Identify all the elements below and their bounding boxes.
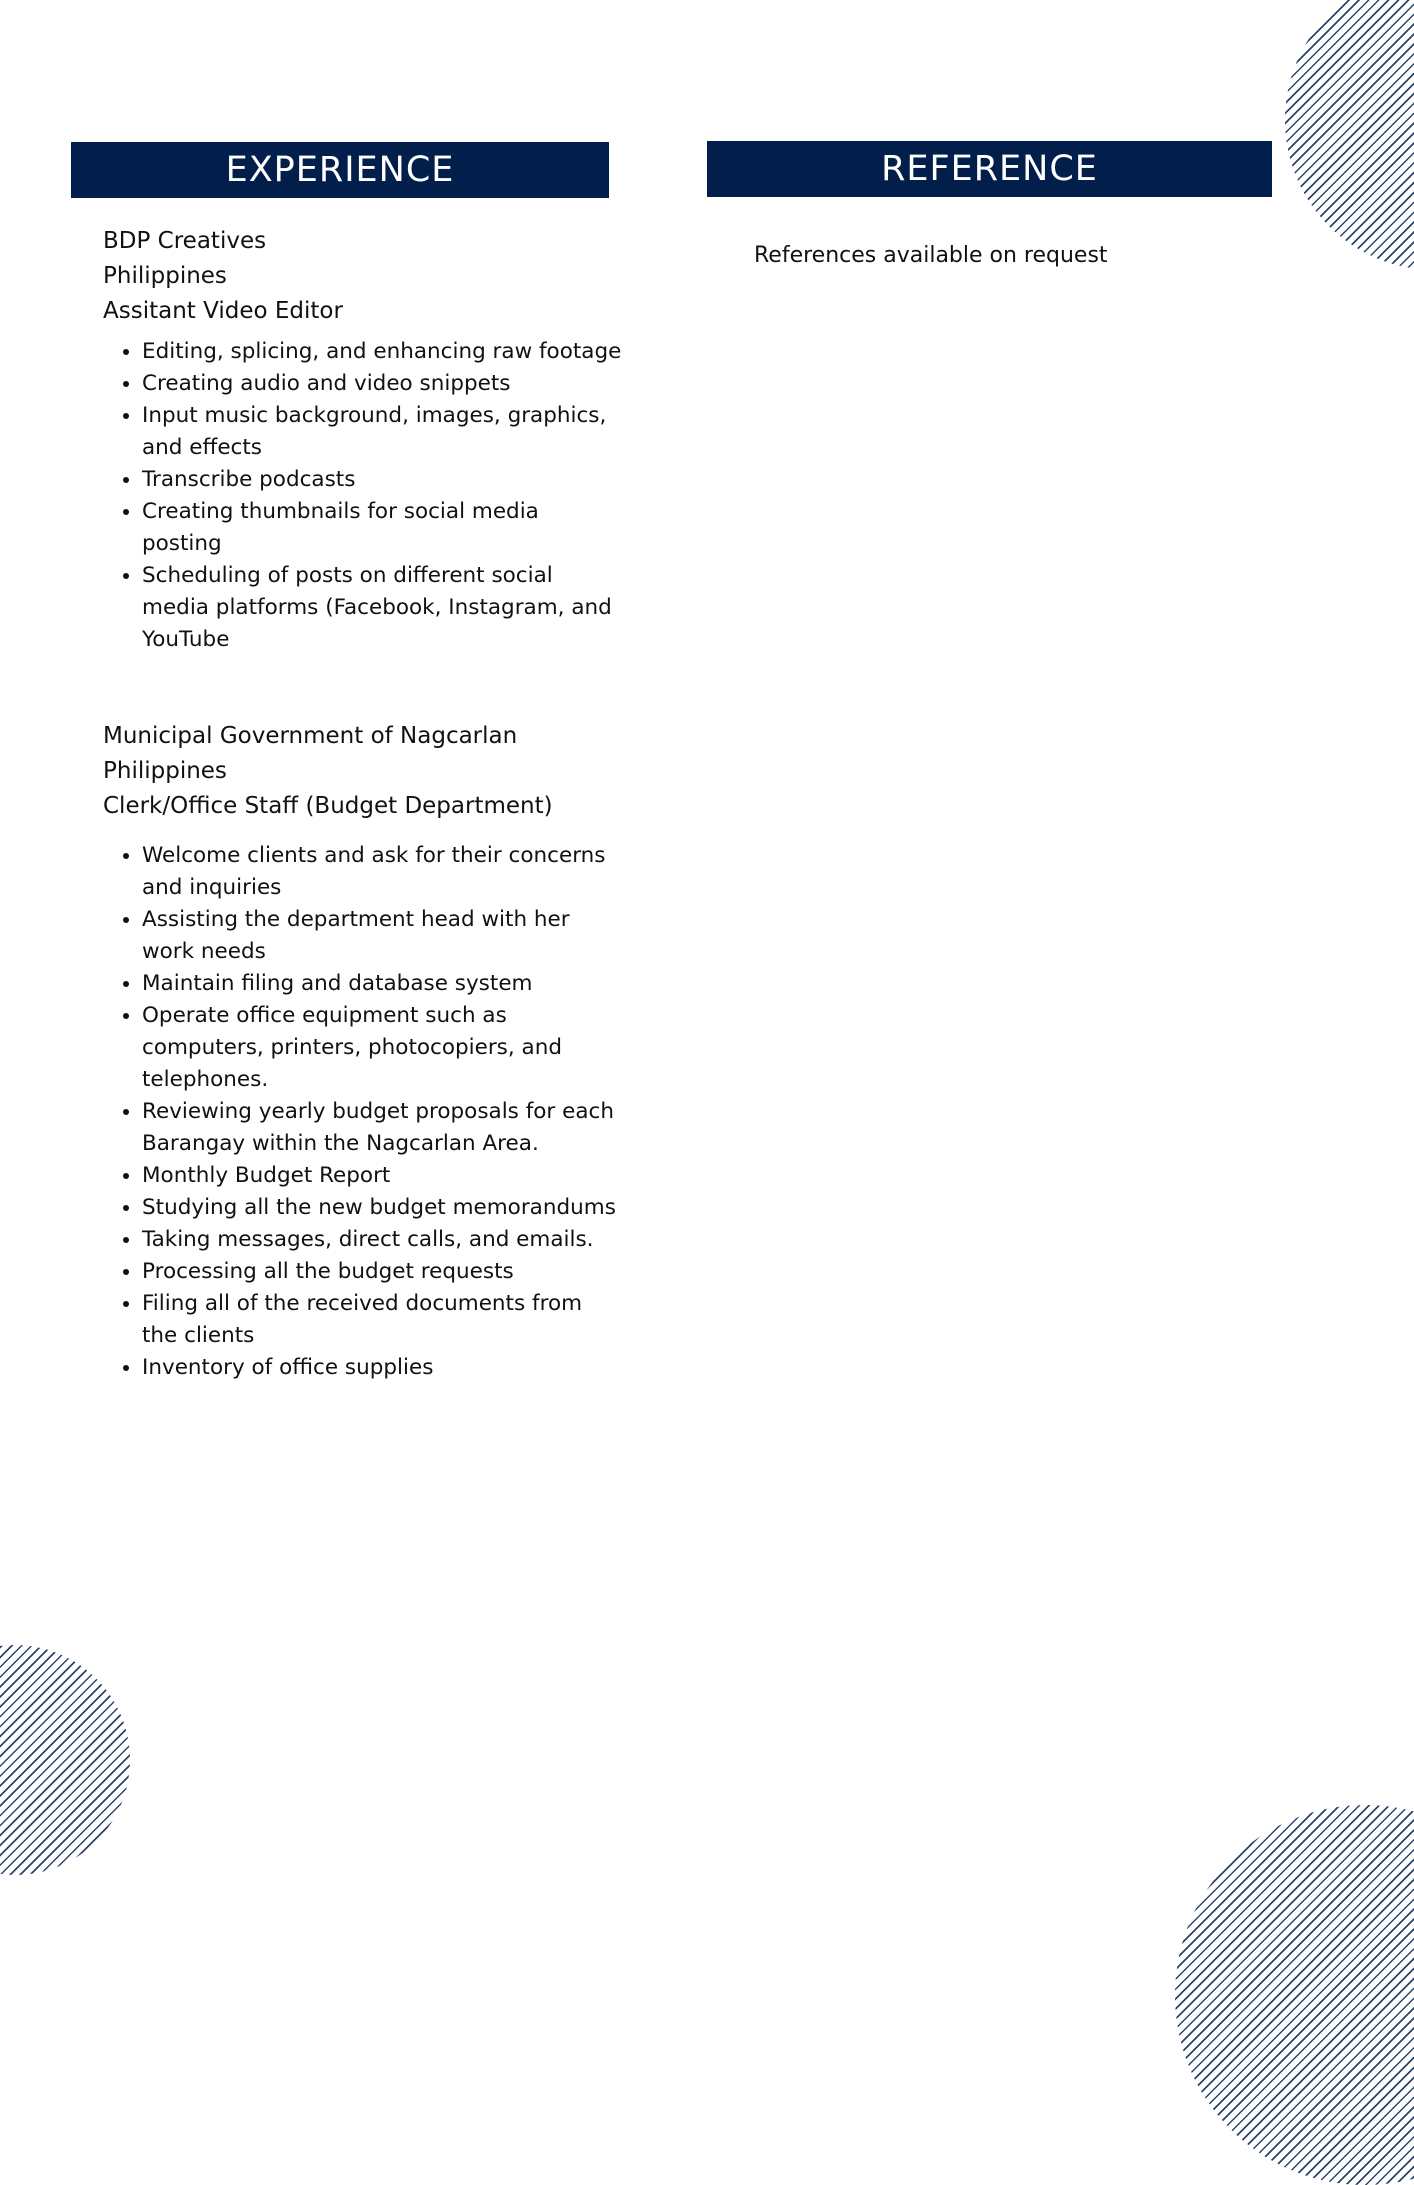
duty-item: • Transcribe podcasts [142,464,623,496]
duty-item: • Filing all of the received documents from the clients [142,1288,623,1352]
reference-heading: REFERENCE [707,141,1272,197]
decorative-hatched-circle-bottom-left [0,1645,130,1875]
duties-list [103,336,623,656]
duty-item: • Assisting the department head with her work needs [142,904,623,968]
decorative-hatched-circle-bottom-right [1175,1805,1414,2185]
duty-item: • Editing, splicing, and enhancing raw footage [142,336,623,368]
duty-item: • Creating thumbnails for social media posting [142,496,623,560]
duty-item: • Creating audio and video snippets [142,368,623,400]
duties-list [103,840,623,1384]
duty-item: • Welcome clients and ask for their concerns and inquiries [142,840,623,904]
job-header [103,224,623,329]
decorative-hatched-circle-top-right [1285,0,1414,270]
duty-item: • Reviewing yearly budget proposals for each Barangay within the Nagcarlan Area. [142,1096,623,1160]
company-name: BDP Creatives [103,228,267,254]
job-location: Philippines [103,263,227,289]
job-location: Philippines [103,758,227,784]
duty-item: • Studying all the new budget memorandums [142,1192,623,1224]
job-header [103,719,623,824]
duty-item: • Inventory of office supplies [142,1352,623,1384]
duty-item: • Processing all the budget requests [142,1256,623,1288]
duty-item: • Monthly Budget Report [142,1160,623,1192]
job-title: Clerk/Office Staff (Budget Department) [103,793,553,819]
reference-text: References available on request [754,243,1108,268]
experience-entry [103,719,623,1384]
experience-entry [103,224,623,656]
duty-item: • Scheduling of posts on different social media platforms (Facebook, Instagram, and YouTube [142,560,623,656]
job-title: Assitant Video Editor [103,298,343,324]
duty-item: • Maintain filing and database system [142,968,623,1000]
duty-item: • Input music background, images, graphics, and effects [142,400,623,464]
duty-item: • Operate office equipment such as computers, printers, photocopiers, and telephones. [142,1000,623,1096]
company-name: Municipal Government of Nagcarlan [103,723,518,749]
duty-item: • Taking messages, direct calls, and emails. [142,1224,623,1256]
experience-heading: EXPERIENCE [71,142,609,198]
